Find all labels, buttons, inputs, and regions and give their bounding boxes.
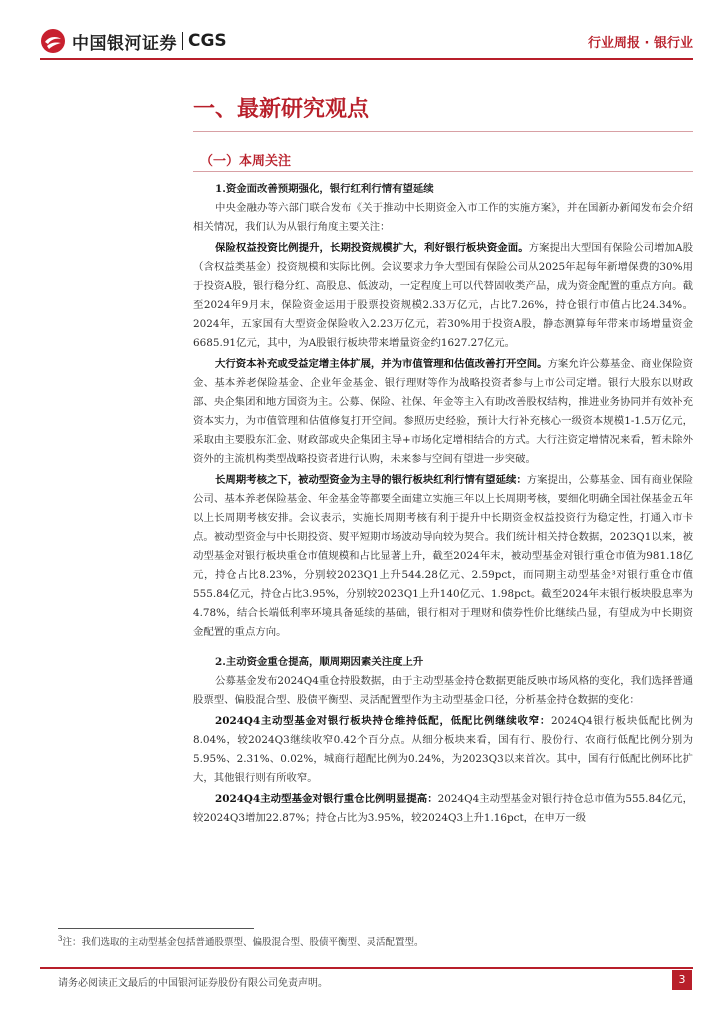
company-logo bbox=[40, 28, 227, 54]
page-header bbox=[0, 0, 724, 70]
footer-divider bbox=[40, 967, 693, 969]
paragraph-heavy-lead: 2024Q4主动型基金对银行重仓比例明显提高： bbox=[215, 793, 438, 805]
heading-2: 2.主动资金重仓提高，顺周期因素关注度上升 bbox=[215, 656, 424, 668]
header-divider bbox=[40, 58, 693, 60]
paragraph-underweight-text: 2024Q4银行板块低配比例为8.04%，较2024Q3继续收窄0.42个百分点。从细分板块来看，国有行、股份行、农商行低配比例分别为5.95%、2.31%、0.02%，城商行超配比例为0.24%，为2023Q3以来首次。其中，国有行低配比例环比扩大，其他银行则有所收窄。 bbox=[193, 715, 693, 784]
section-title-underline bbox=[193, 131, 693, 132]
paragraph-underweight-lead: 2024Q4主动型基金对银行板块持仓维持低配，低配比例继续收窄： bbox=[215, 715, 552, 727]
paragraph-insurance-lead: 保险权益投资比例提升，长期投资规模扩大，利好银行板块资金面。 bbox=[215, 242, 529, 254]
paragraph-passive-lead: 长周期考核之下，被动型资金为主导的银行板块红利行情有望延续： bbox=[215, 474, 527, 486]
footnote-divider bbox=[58, 928, 254, 929]
paragraph-heavy-text: 2024Q4主动型基金对银行持仓总市值为555.84亿元，较2024Q3增加22.87%；持仓占比为3.95%，较2024Q3上升1.16pct，在申万一级 bbox=[193, 793, 693, 824]
logo-text-en: CGS bbox=[188, 31, 227, 51]
paragraph-insurance bbox=[193, 239, 693, 353]
disclaimer: 请务必阅读正文最后的中国银河证券股份有限公司免责声明。 bbox=[58, 978, 328, 989]
paragraph-underweight bbox=[193, 712, 693, 788]
paragraph-active-funds: 公募基金发布2024Q4重仓持股数据，由于主动型基金持仓数据更能反映市场风格的变化，我们选择普通股票型、偏股混合型、股债平衡型、灵活配置型作为主动型基金口径，分析基金持仓数据的变化： bbox=[193, 675, 693, 706]
paragraph-capital-text: 方案允许公募基金、商业保险资金、基本养老保险基金、企业年金基金、银行理财等作为战略投资者参与上市公司定增。银行大股东以财政部、央企集团和地方国资为主。公募、保险、社保、年金等主入有助改善股权结构，推进业务协同并有效补充资本实力，为市值管理和估值修复打开空间。参照历史经验，预计大行补充核心一级资本规模1-1.5万亿元，采取由主要股东汇金、财政部或央企集团主导+市场化定增相结合的方式。大行注资定增情况来看，暂未除外资外的主流机构类型战略投资者进行认购，未来参与空间有望进一步突破。 bbox=[193, 358, 694, 465]
paragraph-passive-text: 方案提出，公募基金、国有商业保险公司、基本养老保险基金、年金基金等都要全面建立实施三年以上长周期考核，要细化明确全国社保基金五年以上长周期考核安排。会议表示，实施长周期考核有利于提升中长期资金权益投资行为稳定性，打通入市卡点。被动型资金与中长期投资、熨平短期市场波动导向较为契合。我们统计相关持仓数据，2023Q1以来，被动型基金对银行板块重仓市值规模和占比显著上升，截至2024年末，被动型基金对银行重仓市值为981.18亿元，持仓占比8.23%，分别较2023Q1上升544.28亿元、2.59pct，而同期主动型基金³对银行重仓市值555.84亿元，持仓占比3.95%，分别较2023Q1上升140亿元、1.98pct。截至2024年末银行板块股息率为4.78%，结合长端低利率环境具备延续的基础，银行相对于理财和债券性价比继续凸显，有望成为中长期资金配置的重点方向。 bbox=[193, 474, 694, 638]
logo-text-cn: 中国银河证券 bbox=[72, 33, 177, 54]
page-number: 3 bbox=[672, 970, 692, 990]
paragraph-passive-funds bbox=[193, 471, 693, 642]
subsection-title: （一）本周关注 bbox=[200, 154, 292, 169]
paragraph-intro: 中央金融办等六部门联合发布《关于推动中长期资金入市工作的实施方案》，并在国新办新闻发布会介绍相关情况，我们认为从银行角度主要关注： bbox=[193, 202, 693, 233]
cgs-logo-icon bbox=[40, 28, 66, 54]
report-type-label: 行业周报 · 银行业 bbox=[588, 36, 693, 51]
heading-1: 1.资金面改善预期强化，银行红利行情有望延续 bbox=[215, 183, 434, 195]
paragraph-insurance-text: 方案提出大型国有保险公司增加A股（含权益类基金）投资规模和实际比例。会议要求力争大型国有保险公司从2025年起每年新增保费的30%用于投资A股，银行稳分红、高股息、低波动，一定程度上可以代替固收类产品，成为资金配置的重点方向。截至2024年9月末，保险资金运用于股票投资规模2.33万亿元，占比7.26%，持仓银行市值占比24.34%。2024年，五家国有大型资金保险收入2.23万亿元，若30%用于投资A股，静态测算每年带来市场增量资金6685.91亿元，其中，为A股银行板块带来增量资金约1627.27亿元。 bbox=[193, 242, 693, 349]
footnote-text: 注：我们选取的主动型基金包括普通股票型、偏股混合型、股债平衡型、灵活配置型。 bbox=[62, 937, 424, 948]
logo-divider bbox=[182, 32, 183, 50]
subsection-underline bbox=[193, 171, 693, 172]
paragraph-capital bbox=[193, 355, 693, 469]
paragraph-heavy-holdings bbox=[193, 790, 693, 828]
footnote-mark: 3 bbox=[58, 934, 63, 943]
paragraph-capital-lead: 大行资本补充或受益定增主体扩展，并为市值管理和估值改善打开空间。 bbox=[215, 358, 548, 370]
main-content bbox=[193, 178, 693, 830]
footnote bbox=[58, 934, 423, 948]
section-title: 一、最新研究观点 bbox=[193, 97, 370, 122]
